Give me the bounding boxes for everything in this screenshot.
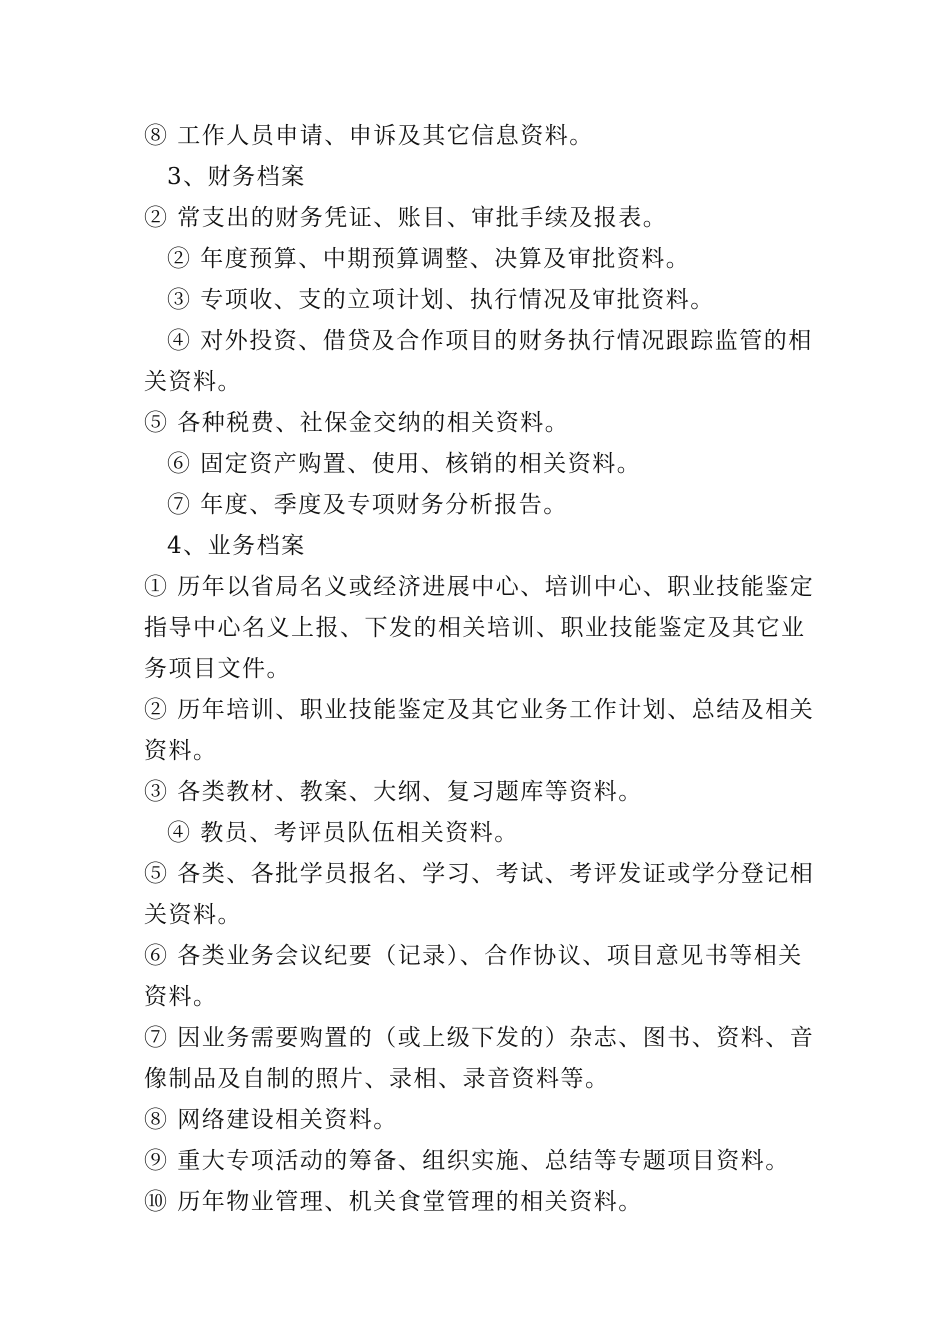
section-heading: 4、业务档案 bbox=[167, 533, 306, 559]
text-line: 像制品及自制的照片、录相、录音资料等。 bbox=[144, 1066, 610, 1092]
document-body bbox=[144, 116, 816, 1223]
text-line: ③ 专项收、支的立项计划、执行情况及审批资料。 bbox=[167, 287, 715, 313]
text-line: 资料。 bbox=[144, 738, 218, 764]
text-line: ⑥ 各类业务会议纪要（记录）、合作协议、项目意见书等相关 bbox=[144, 943, 803, 969]
text-line: ⑨ 重大专项活动的筹备、组织实施、总结等专题项目资料。 bbox=[144, 1148, 790, 1174]
text-line: 资料。 bbox=[144, 984, 218, 1010]
text-line: ⑩ 历年物业管理、机关食堂管理的相关资料。 bbox=[144, 1189, 643, 1215]
text-line: ③ 各类教材、教案、大纲、复习题库等资料。 bbox=[144, 779, 643, 805]
text-line: ⑥ 固定资产购置、使用、核销的相关资料。 bbox=[167, 451, 642, 477]
text-line: ⑦ 因业务需要购置的（或上级下发的）杂志、图书、资料、音 bbox=[144, 1025, 815, 1051]
text-line: 指导中心名义上报、下发的相关培训、职业技能鉴定及其它业 bbox=[144, 615, 806, 641]
text-line: ④ 教员、考评员队伍相关资料。 bbox=[167, 820, 519, 846]
text-line: 关资料。 bbox=[144, 902, 242, 928]
section-heading: 3、财务档案 bbox=[167, 164, 306, 190]
text-line: ⑧ 工作人员申请、申诉及其它信息资料。 bbox=[144, 123, 594, 149]
text-line: ② 年度预算、中期预算调整、决算及审批资料。 bbox=[167, 246, 691, 272]
text-line: 关资料。 bbox=[144, 369, 242, 395]
text-line: ⑤ 各种税费、社保金交纳的相关资料。 bbox=[144, 410, 570, 436]
text-line: ② 常支出的财务凭证、账目、审批手续及报表。 bbox=[144, 205, 668, 231]
text-line: ① 历年以省局名义或经济进展中心、培训中心、职业技能鉴定 bbox=[144, 574, 815, 600]
text-line: ⑦ 年度、季度及专项财务分析报告。 bbox=[167, 492, 568, 518]
text-line: 务项目文件。 bbox=[144, 656, 291, 682]
text-line: ② 历年培训、职业技能鉴定及其它业务工作计划、总结及相关 bbox=[144, 697, 815, 723]
text-line: ⑤ 各类、各批学员报名、学习、考试、考评发证或学分登记相 bbox=[144, 861, 815, 887]
text-line: ④ 对外投资、借贷及合作项目的财务执行情况跟踪监管的相 bbox=[167, 328, 813, 354]
text-line: ⑧ 网络建设相关资料。 bbox=[144, 1107, 398, 1133]
